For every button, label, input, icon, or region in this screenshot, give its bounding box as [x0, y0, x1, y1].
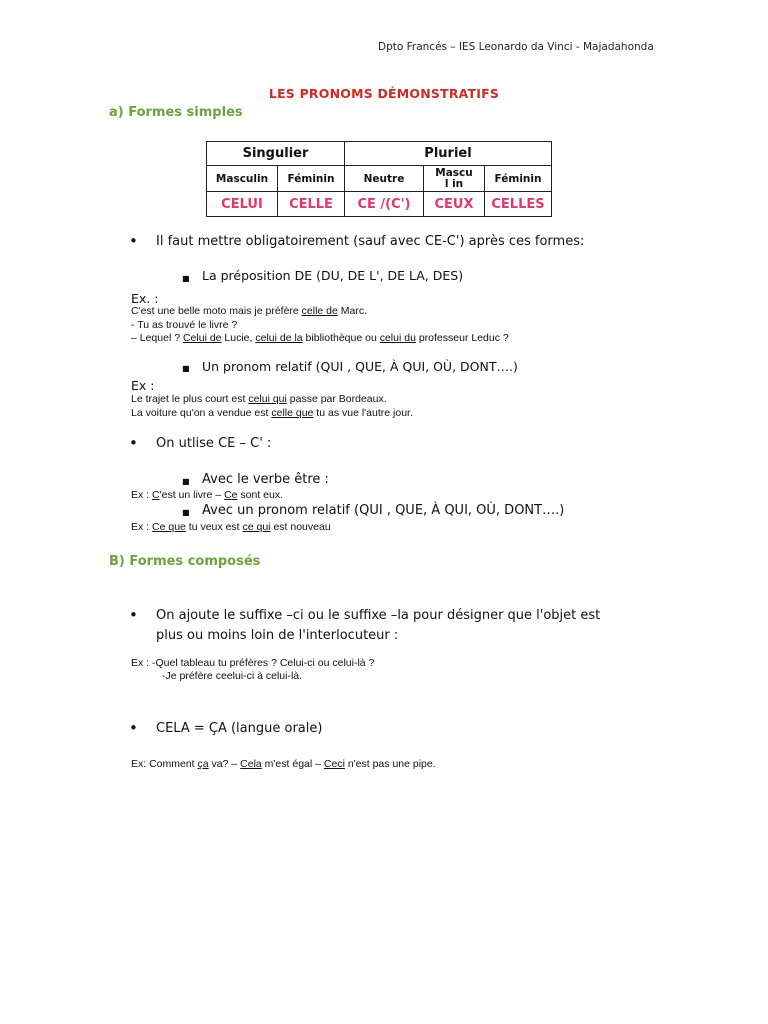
example-line: Ex : Ce que tu veux est ce qui est nouveau	[131, 521, 331, 533]
bullet-dot: •	[129, 719, 138, 737]
bullet-text-cont: plus ou moins loin de l'interlocuteur :	[156, 628, 399, 643]
example-line: Le trajet le plus court est celui qui passe par Bordeaux.	[131, 393, 387, 405]
example-line: Ex : C'est un livre – Ce sont eux.	[131, 489, 284, 501]
table-sub-masculin: Masculin	[207, 166, 278, 192]
page-title: LES PRONOMS DÉMONSTRATIFS	[268, 86, 500, 101]
square-bullet: ■	[182, 274, 190, 283]
form-ce: CE /(C')	[345, 192, 424, 217]
sub-bullet-text: Avec le verbe être :	[202, 472, 329, 487]
form-ceux: CEUX	[424, 192, 485, 217]
form-celles: CELLES	[485, 192, 552, 217]
section-a-heading: a) Formes simples	[109, 105, 243, 120]
sub-bullet-text: Un pronom relatif (QUI , QUE, À QUI, OÙ, DONT….)	[202, 359, 518, 374]
bullet-text: CELA = ÇA (langue orale)	[156, 721, 323, 736]
example-line: - Tu as trouvé le livre ?	[131, 319, 238, 331]
table-sub-feminin: Féminin	[278, 166, 345, 192]
example-line: C'est une belle moto mais je préfère celle de Marc.	[131, 305, 368, 317]
example-label: Ex :	[131, 378, 155, 393]
pronoun-table	[206, 141, 552, 217]
bullet-text: On ajoute le suffixe –ci ou le suffixe –la pour désigner que l'objet est	[156, 608, 601, 623]
example-line: Ex: Comment ça va? – Cela m'est égal – Ceci n'est pas une pipe.	[131, 758, 436, 770]
example-line: -Je préfère ceelui-ci à celui-là.	[162, 670, 303, 682]
square-bullet: ■	[182, 508, 190, 517]
table-sub-masculin-pl: Mascul in	[424, 166, 485, 192]
section-b-heading: B) Formes composés	[109, 554, 261, 569]
sub-bullet-text: La préposition DE (DU, DE L', DE LA, DES)	[202, 268, 464, 283]
table-header-singulier: Singulier	[207, 142, 345, 166]
bullet-text: Il faut mettre obligatoirement (sauf avec CE-C') après ces formes:	[156, 234, 585, 249]
bullet-dot: •	[129, 606, 138, 624]
form-celle: CELLE	[278, 192, 345, 217]
example-line: – Lequel ? Celui de Lucie, celui de la bibliothèque ou celui du professeur Leduc ?	[131, 332, 509, 344]
square-bullet: ■	[182, 364, 190, 373]
sub-bullet-text: Avec un pronom relatif (QUI , QUE, À QUI, OÙ, DONT….)	[202, 503, 565, 518]
table-sub-neutre: Neutre	[345, 166, 424, 192]
page-header: Dpto Francés – IES Leonardo da Vinci - Majadahonda	[378, 41, 654, 53]
example-line: Ex : -Quel tableau tu préfères ? Celui-ci ou celui-là ?	[131, 657, 375, 669]
example-line: La voiture qu'on a vendue est celle que tu as vue l'autre jour.	[131, 407, 413, 419]
form-celui: CELUI	[207, 192, 278, 217]
bullet-text: On utlise CE – C' :	[156, 436, 272, 451]
table-sub-feminin-pl: Féminin	[485, 166, 552, 192]
table-header-pluriel: Pluriel	[345, 142, 552, 166]
bullet-dot: •	[129, 232, 138, 250]
bullet-dot: •	[129, 434, 138, 452]
example-label: Ex. :	[131, 291, 159, 306]
square-bullet: ■	[182, 477, 190, 486]
